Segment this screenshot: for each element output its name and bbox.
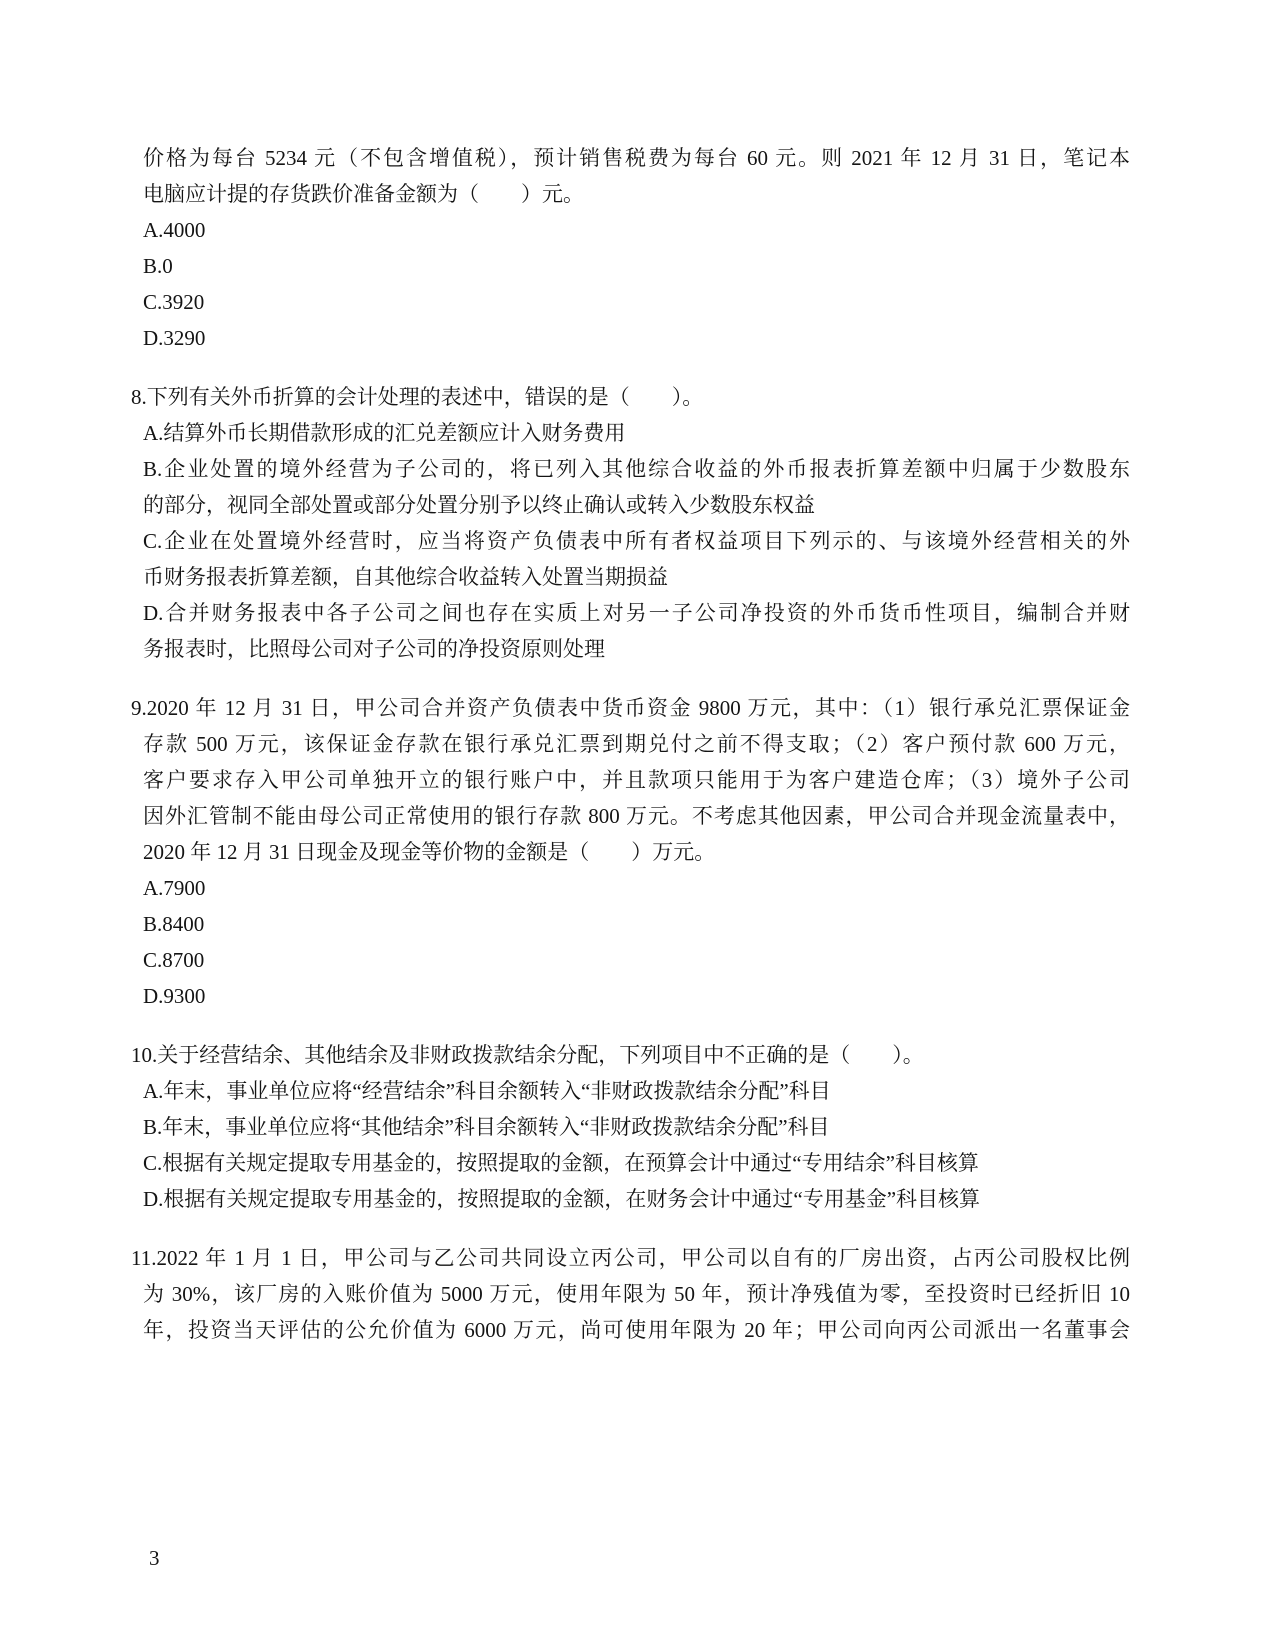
question-11-stem-line-2: 为 30%，该厂房的入账价值为 5000 万元，使用年限为 50 年，预计净残值为零，至投资时已经折旧 10 (143, 1282, 1130, 1306)
question-8-option-b-line-2: 的部分，视同全部处置或部分处置分别予以终止确认或转入少数股东权益 (143, 493, 815, 517)
question-8-option-b-line-1: B.企业处置的境外经营为子公司的，将已列入其他综合收益的外币报表折算差额中归属于少数股东 (143, 457, 1130, 481)
question-11-stem-line-1: 11.2022 年 1 月 1 日，甲公司与乙公司共同设立丙公司，甲公司以自有的厂房出资，占丙公司股权比例 (131, 1246, 1130, 1270)
question-10 (131, 1037, 1130, 1217)
question-8-stem: 8.下列有关外币折算的会计处理的表述中，错误的是（ ）。 (131, 385, 704, 409)
question-9-option-a: A.7900 (143, 876, 206, 900)
question-8-option-d-line-2: 务报表时，比照母公司对子公司的净投资原则处理 (143, 637, 605, 661)
question-9-stem-line-4: 因外汇管制不能由母公司正常使用的银行存款 800 万元。不考虑其他因素，甲公司合并现金流量表中， (143, 804, 1130, 828)
question-7-option-b: B.0 (143, 254, 173, 278)
question-9-stem-line-5: 2020 年 12 月 31 日现金及现金等价物的金额是（ ）万元。 (143, 840, 716, 864)
question-10-option-b: B.年末，事业单位应将“其他结余”科目余额转入“非财政拨款结余分配”科目 (143, 1115, 830, 1139)
question-7-stem-line-2: 电脑应计提的存货跌价准备金额为（ ）元。 (143, 182, 584, 206)
question-7-stem-line-1: 价格为每台 5234 元（不包含增值税），预计销售税费为每台 60 元。则 2021 年 12 月 31 日，笔记本 (143, 146, 1130, 170)
question-7-option-a: A.4000 (143, 218, 206, 242)
question-10-stem: 10.关于经营结余、其他结余及非财政拨款结余分配，下列项目中不正确的是（ ）。 (131, 1043, 924, 1067)
question-8 (131, 379, 1130, 667)
question-11-stem-line-3: 年，投资当天评估的公允价值为 6000 万元，尚可使用年限为 20 年；甲公司向丙公司派出一名董事会 (143, 1318, 1130, 1342)
question-9-stem-line-3: 客户要求存入甲公司单独开立的银行账户中，并且款项只能用于为客户建造仓库；（3）境外子公司 (143, 768, 1130, 792)
question-8-option-c-line-1: C.企业在处置境外经营时，应当将资产负债表中所有者权益项目下列示的、与该境外经营相关的外 (143, 529, 1130, 553)
question-8-option-d-line-1: D.合并财务报表中各子公司之间也存在实质上对另一子公司净投资的外币货币性项目，编制合并财 (143, 601, 1130, 625)
question-list (131, 140, 1130, 1348)
question-10-option-d: D.根据有关规定提取专用基金的，按照提取的金额，在财务会计中通过“专用基金”科目核算 (143, 1187, 981, 1211)
question-9-stem-line-2: 存款 500 万元，该保证金存款在银行承兑汇票到期兑付之前不得支取；（2）客户预付款 600 万元， (143, 732, 1130, 756)
question-7-continuation (131, 140, 1130, 356)
question-11-partial (131, 1240, 1130, 1348)
page-footer (149, 1542, 160, 1574)
question-9-option-c: C.8700 (143, 948, 205, 972)
question-7-option-c: C.3920 (143, 290, 205, 314)
question-10-option-a: A.年末，事业单位应将“经营结余”科目余额转入“非财政拨款结余分配”科目 (143, 1079, 831, 1103)
question-9-stem-line-1: 9.2020 年 12 月 31 日，甲公司合并资产负债表中货币资金 9800 万元，其中：（1）银行承兑汇票保证金 (131, 696, 1130, 720)
question-8-option-c-line-2: 币财务报表折算差额，自其他综合收益转入处置当期损益 (143, 565, 668, 589)
page-number: 3 (149, 1546, 160, 1570)
question-7-option-d: D.3290 (143, 326, 206, 350)
question-10-option-c: C.根据有关规定提取专用基金的，按照提取的金额，在预算会计中通过“专用结余”科目核算 (143, 1151, 979, 1175)
question-9-option-b: B.8400 (143, 912, 205, 936)
question-9-option-d: D.9300 (143, 984, 206, 1008)
question-8-option-a: A.结算外币长期借款形成的汇兑差额应计入财务费用 (143, 421, 626, 445)
question-9 (131, 690, 1130, 1014)
